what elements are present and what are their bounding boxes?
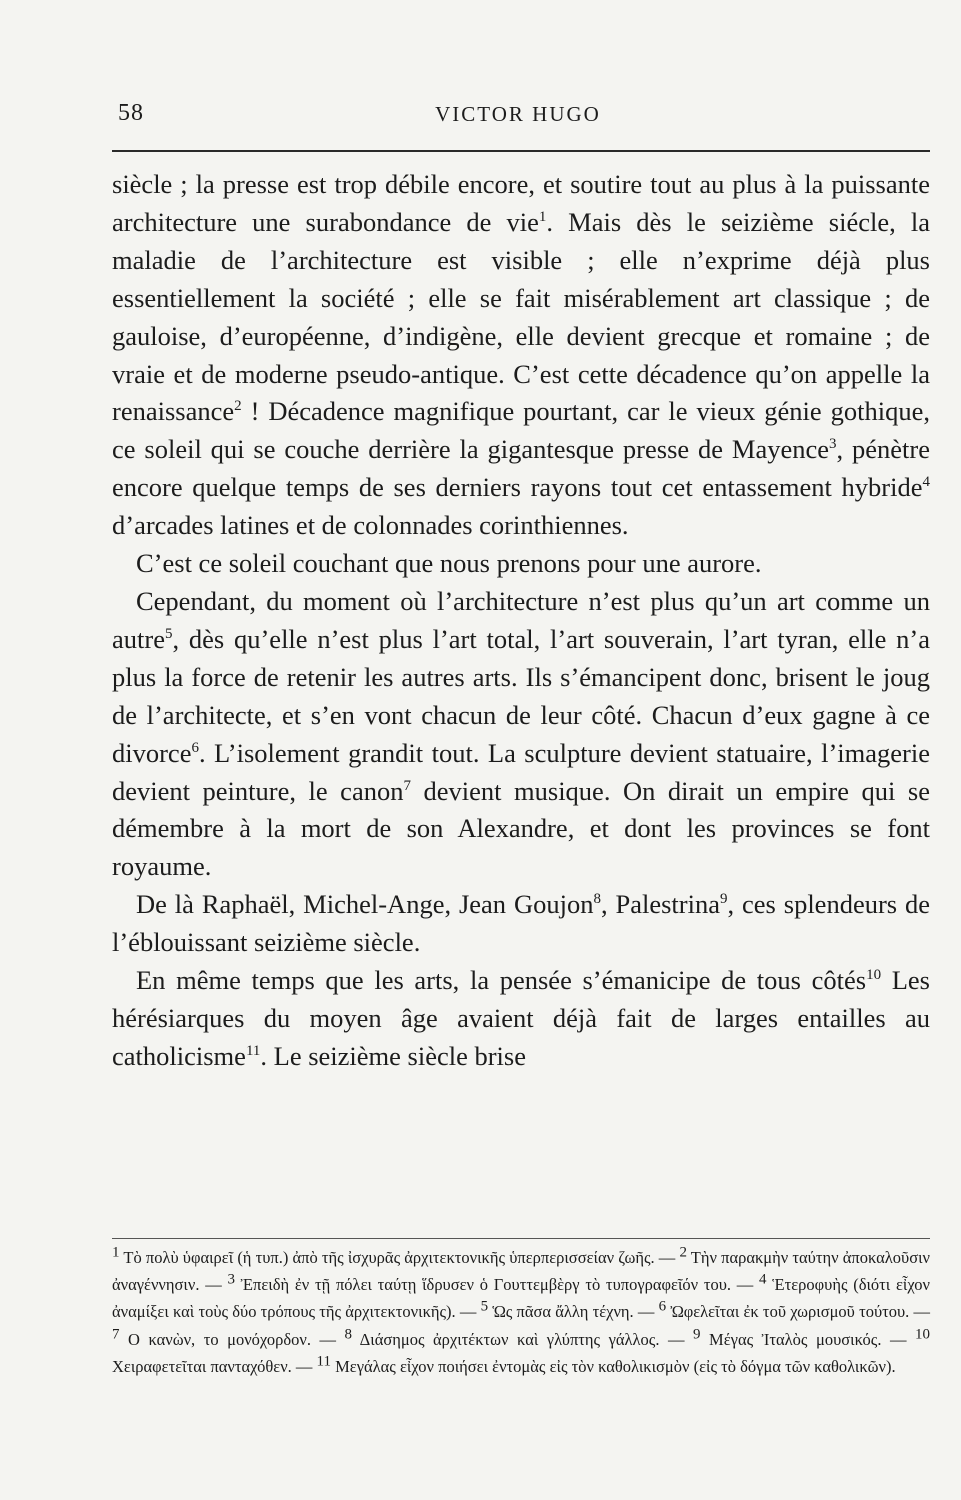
footnote-number: 4: [759, 1271, 767, 1288]
footnote-number: 5: [480, 1298, 489, 1315]
footnote-text: Τὴν παρακμὴν ταύτην ἀποκαλοῦσιν ἀναγέννησιν.: [112, 1248, 930, 1295]
footnote-number: 3: [227, 1271, 235, 1288]
footnote-number: 7: [112, 1326, 120, 1343]
text-run: , ces splendeurs de l’éblouissant seizième siècle.: [112, 889, 931, 958]
footnote-reference: 4: [922, 474, 930, 491]
footnote-text: Ἑτεροφυὴς (διότι εἶχον ἀναμίξει καὶ τοὺς δύο τρόπους τῆς ἀρχιτεκτονικῆς).: [112, 1275, 931, 1322]
footnote-reference: 7: [403, 777, 411, 794]
text-run: Cependant, du moment où l’architecture n’est plus qu’un art comme un autre: [112, 585, 930, 654]
footnote-reference: 6: [191, 739, 199, 756]
text-run: , Palestrina: [600, 889, 720, 920]
text-run: C’est ce soleil couchant que nous prenons pour une aurore.: [136, 548, 762, 579]
footnote: [316, 1353, 896, 1376]
footnote-reference: 1: [538, 209, 547, 226]
footnote-separator: —: [199, 1275, 228, 1295]
text-run: ! Décadence magnifique pourtant, car le vieux génie gothique, ce soleil qui se couche derrière la gigantesque presse de Mayence: [112, 396, 930, 465]
text-run: Les hérésiarques du moyen âge avaient déjà fait de larges entailles au catholicisme: [112, 965, 930, 1071]
footnote-text: Διάσημος ἀρχιτέκτων καὶ γλύπτης γάλλος.: [352, 1329, 660, 1349]
footnotes: [112, 1244, 930, 1380]
footnote-reference: 9: [720, 891, 728, 908]
paragraph: [112, 166, 930, 545]
text-run: . Mais dès le seizième siécle, la maladie de l’architecture est visible ; elle n’exprime déjà plus essentiellement la société ; elle se fait misérablement art classique ; de gauloise, d’européenne, d’indigène, elle devient grecque et romaine ; de vraie et de moderne pseudo-antique. C’est cette décadence qu’on appelle la renaissance: [112, 206, 930, 427]
footnote-separator: —: [881, 1329, 916, 1349]
text-run: . Le seizième siècle brise: [260, 1040, 526, 1071]
running-title: VICTOR HUGO: [435, 102, 601, 126]
paragraph: [112, 886, 930, 962]
footnote-reference: 2: [234, 398, 242, 415]
footnote-reference: 8: [593, 891, 601, 908]
text-run: . L’isolement grandit tout. La sculpture devient statuaire, l’imagerie devient peinture, le canon: [112, 737, 930, 806]
text-run: En même temps que les arts, la pensée s’émanicipe de tous côtés: [136, 965, 867, 996]
footnote-separator: —: [291, 1356, 317, 1376]
header-rule: [112, 150, 930, 152]
footnote-text: Ο κανὼν, το μονόχορδον.: [119, 1329, 311, 1349]
footnote-separator: —: [455, 1302, 481, 1322]
footnote-text: Χειραφετεῖται πανταχόθεν.: [112, 1356, 292, 1376]
footnote-number: 9: [693, 1326, 701, 1343]
footnote-number: 11: [316, 1353, 331, 1370]
footnote-number: 1: [112, 1244, 120, 1261]
footnote-text: Ὡς πᾶσα ἄλλη τέχνη.: [488, 1302, 634, 1322]
footnote-text: Μεγάλας εἶχον ποιήσει ἐντομὰς εἰς τὸν καθολικισμὸν (εἰς τὸ δόγμα τῶν καθολικῶν).: [331, 1356, 896, 1376]
paragraph: [112, 962, 930, 1076]
footnote-number: 6: [658, 1298, 667, 1315]
footnote-separator: —: [731, 1275, 759, 1295]
paragraph: [112, 545, 930, 583]
text-run: , pénètre encore quelque temps de ses derniers rayons tout cet entassement hybride: [112, 434, 930, 503]
page-number: 58: [118, 100, 144, 126]
footnote: [112, 1326, 311, 1349]
footnote-number: 2: [679, 1244, 687, 1261]
paragraph: [112, 583, 930, 886]
footnote-reference: 10: [866, 967, 882, 984]
footnote-reference: 11: [245, 1043, 261, 1060]
footnote-number: 10: [915, 1326, 931, 1343]
text-run: siècle ; la presse est trop débile encore, et soutire tout au plus à la puissante architecture une surabondance de vie: [112, 169, 930, 237]
footnote-number: 8: [344, 1326, 353, 1343]
text-run: , dès qu’elle n’est plus l’art total, l’art souverain, l’art tyran, elle n’a plus la force de retenir les autres arts. Ils s’émancipent donc, brisent le joug de l’architecte, et s’en vont chacun de leur côté. Chacun d’eux gagne à ce divorce: [112, 623, 930, 768]
page-header: [118, 100, 918, 134]
footnote-reference: 3: [829, 436, 837, 453]
footnote-text: Ἐπειδὴ ἐν τῇ πόλει ταύτῃ ἵδρυσεν ὁ Γουττεμβὲργ τὸ τυπογραφεῖόν του.: [234, 1275, 732, 1295]
text-run: devient musique. On dirait un empire qui se démembre à la mort de son Alexandre, et dont les provinces se font royaume.: [112, 775, 930, 882]
text-run: De là Raphaël, Michel-Ange, Jean Goujon: [136, 889, 594, 920]
footnote-reference: 5: [164, 626, 173, 643]
footnote-text: Ὠφελεῖται ἐκ τοῦ χωρισμοῦ τούτου.: [666, 1302, 910, 1322]
footnote-separator: —: [310, 1329, 345, 1349]
footnote: [693, 1326, 882, 1349]
footnote-separator: —: [633, 1302, 659, 1322]
main-text: [112, 166, 930, 1076]
text-run: d’arcades latines et de colonnades corinthiennes.: [112, 510, 629, 541]
footnote-text: Τὸ πολὺ ὑφαιρεῖ (ἡ τυπ.) ἀπὸ τῆς ἰσχυρᾶς ἀρχιτεκτονικῆς ὑπερπερισσείαν ζωῆς.: [119, 1248, 655, 1267]
footnote-rule: [112, 1238, 930, 1239]
footnote-separator: —: [659, 1329, 694, 1349]
footnote: [480, 1298, 634, 1322]
footnote-separator: —: [654, 1248, 680, 1267]
footnote: [112, 1244, 655, 1267]
footnote-separator: —: [909, 1302, 931, 1322]
footnote: [227, 1271, 732, 1295]
footnote-text: Μέγας Ἰταλὸς μουσικός.: [700, 1329, 882, 1349]
footnote: [344, 1326, 660, 1349]
footnote: [658, 1298, 910, 1322]
